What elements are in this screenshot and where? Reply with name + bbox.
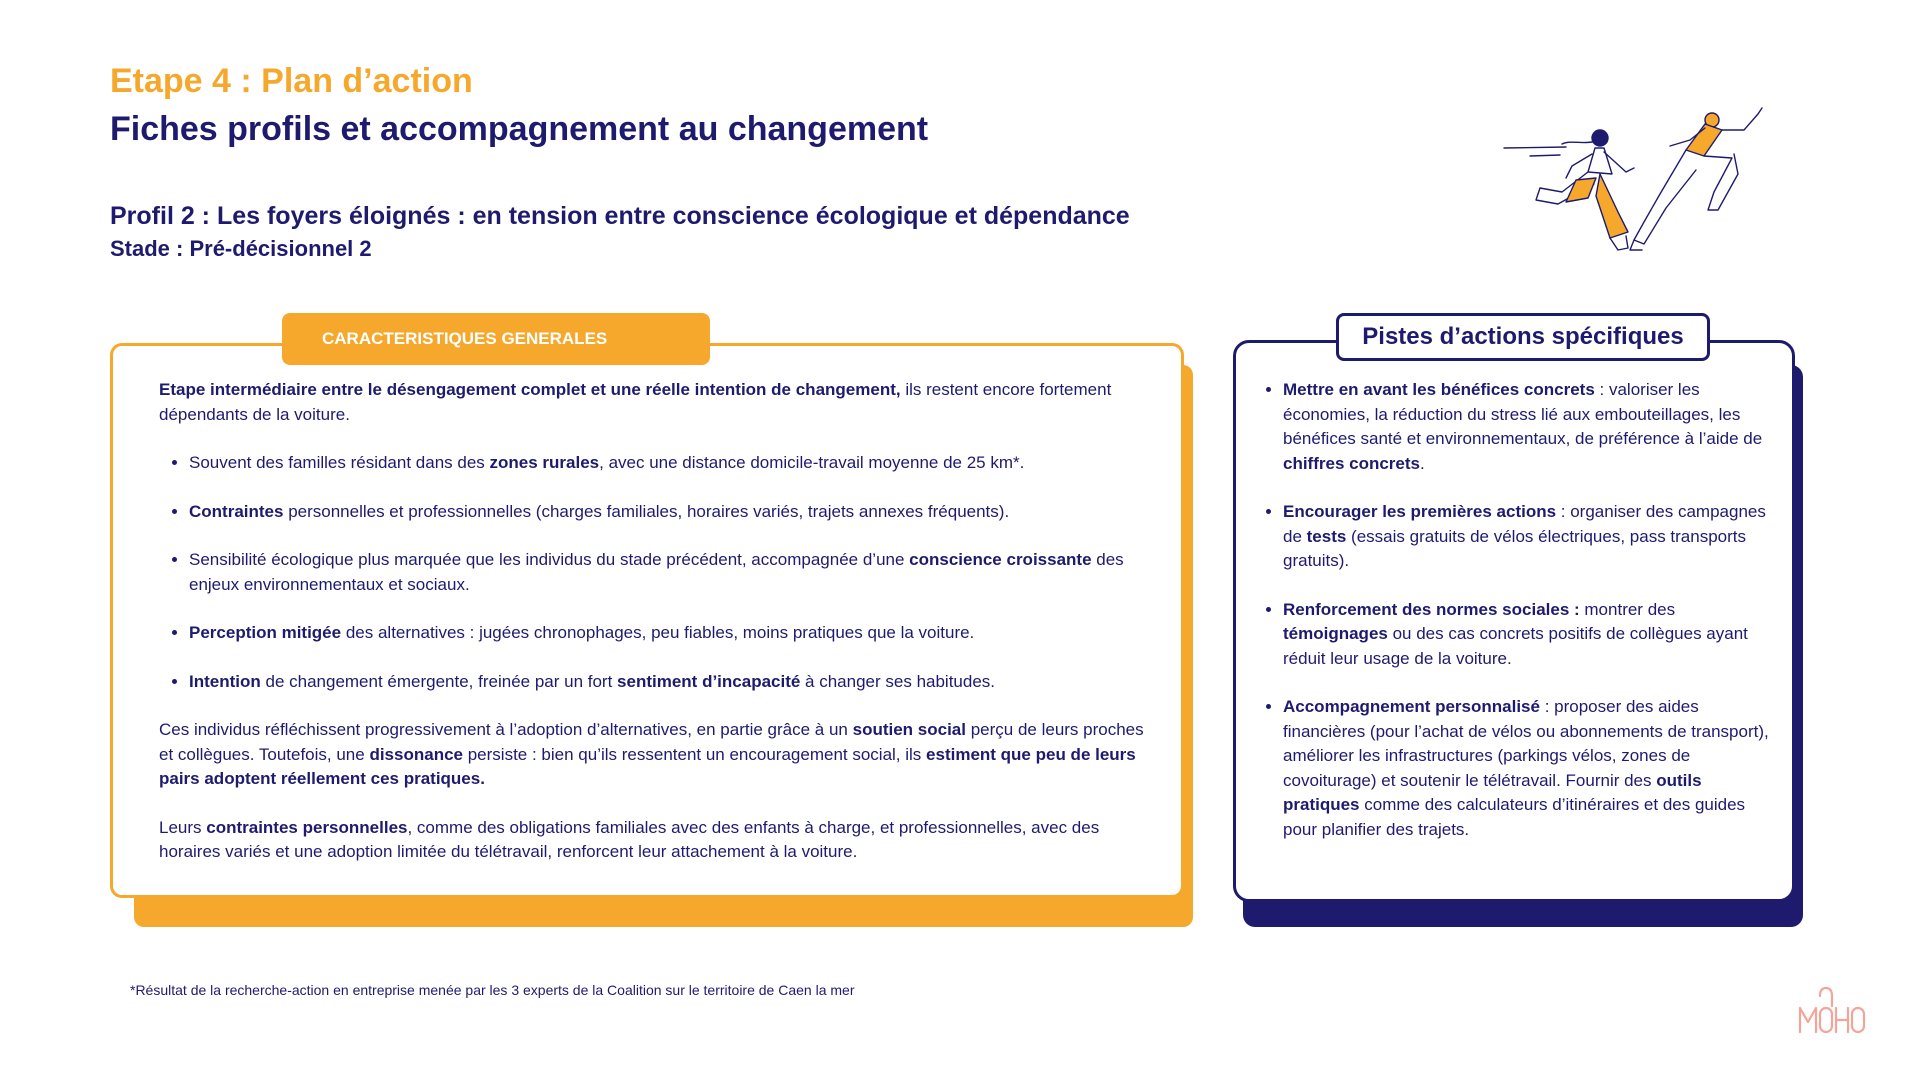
item-text: des enjeux environnementaux et sociaux. [189,550,1124,594]
list-item [189,670,1159,695]
para-text: persiste : bien qu’ils ressentent un encouragement social, ils [463,744,927,764]
list-item [189,548,1159,597]
item-bold: outils pratiques [1283,770,1702,814]
item-bold: Renforcement des normes sociales : [1283,599,1580,619]
para-text: perçu de leurs proches et collègues. Toutefois, une [159,720,1144,764]
actions-content [1261,378,1771,866]
social-paragraph [159,718,1159,792]
para-bold: contraintes personnelles [206,817,408,837]
list-item [1283,378,1771,476]
para-text: Ces individus réfléchissent progressivement à l’adoption d’alternatives, en partie grâce à un [159,720,853,739]
item-text: montrer des [1579,599,1676,619]
item-text: , avec une distance domicile-travail moyenne de 25 km*. [599,453,1025,472]
item-bold: tests [1306,526,1347,546]
item-bold: Mettre en avant les bénéfices concrets [1283,380,1595,399]
para-text: , comme des obligations familiales avec des enfants à charge, et professionnelles, avec des horaires variés et une adoption limitée du télétravail, renforcent leur attachement à la voiture. [159,817,1100,861]
item-text: . [1420,453,1425,473]
item-text: à changer ses habitudes. [800,671,996,691]
item-text: ou des cas concrets positifs de collègues ayant réduit leur usage de la voiture. [1283,624,1748,668]
stage-label: Stade : Pré-décisionnel 2 [110,236,372,261]
para-bold: dissonance [369,744,463,764]
item-bold: zones rurales [489,453,600,472]
item-bold: Perception mitigée [189,623,342,642]
intro-paragraph [159,378,1159,427]
item-text: Souvent des familles résidant dans des [189,453,490,472]
item-bold: Contraintes [189,501,284,521]
intro-bold: Etape intermédiaire entre le désengagement complet et une réelle intention de changement, [159,380,901,399]
item-text: des alternatives : jugées chronophages, peu fiables, moins pratiques que la voiture. [341,623,975,642]
list-item [1283,695,1771,842]
step-title: Etape 4 : Plan d’action [110,62,473,100]
item-text: Sensibilité écologique plus marquée que les individus du stade précédent, accompagnée d’une [189,550,910,569]
list-item [1283,598,1771,672]
runners-illustration [1500,100,1790,290]
profile-title: Profil 2 : Les foyers éloignés : en tension entre conscience écologique et dépendance [110,202,1130,230]
list-item [189,451,1159,476]
para-bold: estiment que peu de leurs pairs adoptent réellement ces pratiques. [159,744,1136,788]
characteristics-tab: CARACTERISTIQUES GENERALES [282,313,710,365]
actions-list [1261,378,1771,842]
moho-logo [1796,978,1866,1040]
intro-text: ils restent encore fortement dépendants de la voiture. [159,380,1112,424]
item-text: de changement émergente, freinée par un fort [260,671,618,691]
item-text: personnelles et professionnelles (charges familiales, horaires variés, trajets annexes fréquents). [283,501,1010,521]
characteristics-list [159,451,1159,694]
para-text: Leurs [159,817,207,837]
item-text: : organiser des campagnes de [1283,502,1766,546]
characteristics-content [159,378,1159,889]
item-bold: témoignages [1283,624,1388,643]
item-bold: chiffres concrets [1283,453,1420,473]
item-text: : proposer des aides financières (pour l’achat de vélos ou abonnements de transport), améliorer les infrastructures (parkings vélos, zones de covoiturage) et soutenir le télétravail. Fournir des [1283,697,1769,790]
footnote: *Résultat de la recherche-action en entreprise menée par les 3 experts de la Coalition sur le territoire de Caen la mer [130,982,855,998]
para-bold: soutien social [852,720,966,739]
item-text: : valoriser les économies, la réduction du stress lié aux embouteillages, les bénéfices santé et environnementaux, de préférence à l’aide de [1283,380,1763,448]
item-bold: Encourager les premières actions [1283,502,1557,521]
item-text: (essais gratuits de vélos électriques, pass transports gratuits). [1283,526,1747,570]
constraints-paragraph [159,816,1159,865]
list-item [189,621,1159,646]
list-item [1283,500,1771,574]
item-text: comme des calculateurs d’itinéraires et des guides pour planifier des trajets. [1283,795,1746,839]
item-bold: Intention [189,671,261,691]
actions-tab: Pistes d’actions spécifiques [1336,313,1710,361]
item-bold: conscience croissante [909,550,1092,569]
list-item [189,500,1159,525]
item-bold: sentiment d’incapacité [617,671,801,691]
item-bold: Accompagnement personnalisé [1283,697,1540,716]
page-title: Fiches profils et accompagnement au changement [110,110,929,148]
